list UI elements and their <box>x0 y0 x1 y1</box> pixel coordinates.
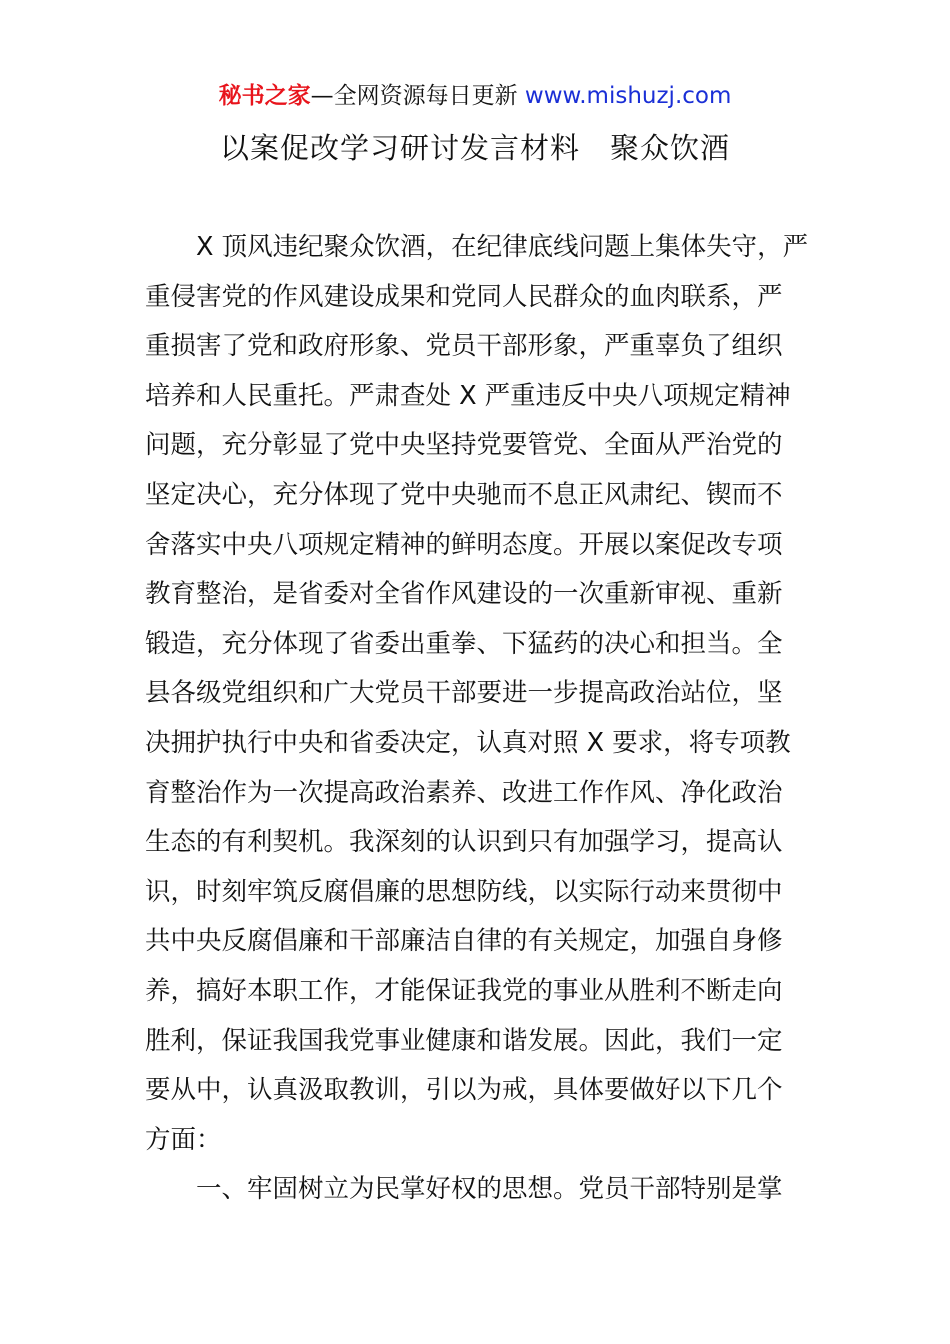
body-line: 问题，充分彰显了党中央坚持党要管党、全面从严治党的 <box>145 430 783 461</box>
body-line: 方面： <box>145 1124 222 1155</box>
body-line: 重侵害党的作风建设成果和党同人民群众的血肉联系，严 <box>145 281 783 312</box>
body-line: 生态的有利契机。我深刻的认识到只有加强学习，提高认 <box>145 827 783 858</box>
body-line: 要从中，认真汲取教训，引以为戒，具体要做好以下几个 <box>145 1075 783 1106</box>
body-line: 养，搞好本职工作，才能保证我党的事业从胜利不断走向 <box>145 975 783 1006</box>
site-tagline: —全网资源每日更新 <box>310 83 525 109</box>
body-line: 育整治作为一次提高政治素养、改进工作作风、净化政治 <box>145 777 783 808</box>
body-line: 重损害了党和政府形象、党员干部形象，严重辜负了组织 <box>145 331 783 362</box>
body-line: 坚定决心，充分体现了党中央驰而不息正风肃纪、锲而不 <box>145 479 783 510</box>
body-line: 识，时刻牢筑反腐倡廉的思想防线，以实际行动来贯彻中 <box>145 876 783 907</box>
body-line: 决拥护执行中央和省委决定，认真对照 X 要求，将专项教 <box>145 727 791 758</box>
site-url-link[interactable]: www.mishuzj.com <box>524 83 732 109</box>
body-line: 培养和人民重托。严肃查处 X 严重违反中央八项规定精神 <box>145 380 791 411</box>
body-line: 县各级党组织和广大党员干部要进一步提高政治站位，坚 <box>145 678 783 709</box>
body-line: 共中央反腐倡廉和干部廉洁自律的有关规定，加强自身修 <box>145 926 783 957</box>
body-line: 锻造，充分体现了省委出重拳、下猛药的决心和担当。全 <box>145 628 783 659</box>
body-line: 一、牢固树立为民掌好权的思想。党员干部特别是掌 <box>145 1174 783 1205</box>
document-body <box>145 223 810 1215</box>
site-header <box>0 78 950 114</box>
document-title: 以案促改学习研讨发言材料 聚众饮酒 <box>219 131 730 165</box>
site-brand: 秘书之家 <box>218 83 311 109</box>
body-line: 胜利，保证我国我党事业健康和谐发展。因此，我们一定 <box>145 1025 783 1056</box>
body-line: 舍落实中央八项规定精神的鲜明态度。开展以案促改专项 <box>145 529 783 560</box>
body-line: X 顶风违纪聚众饮酒，在纪律底线问题上集体失守，严 <box>145 232 809 262</box>
body-line: 教育整治，是省委对全省作风建设的一次重新审视、重新 <box>145 579 783 610</box>
